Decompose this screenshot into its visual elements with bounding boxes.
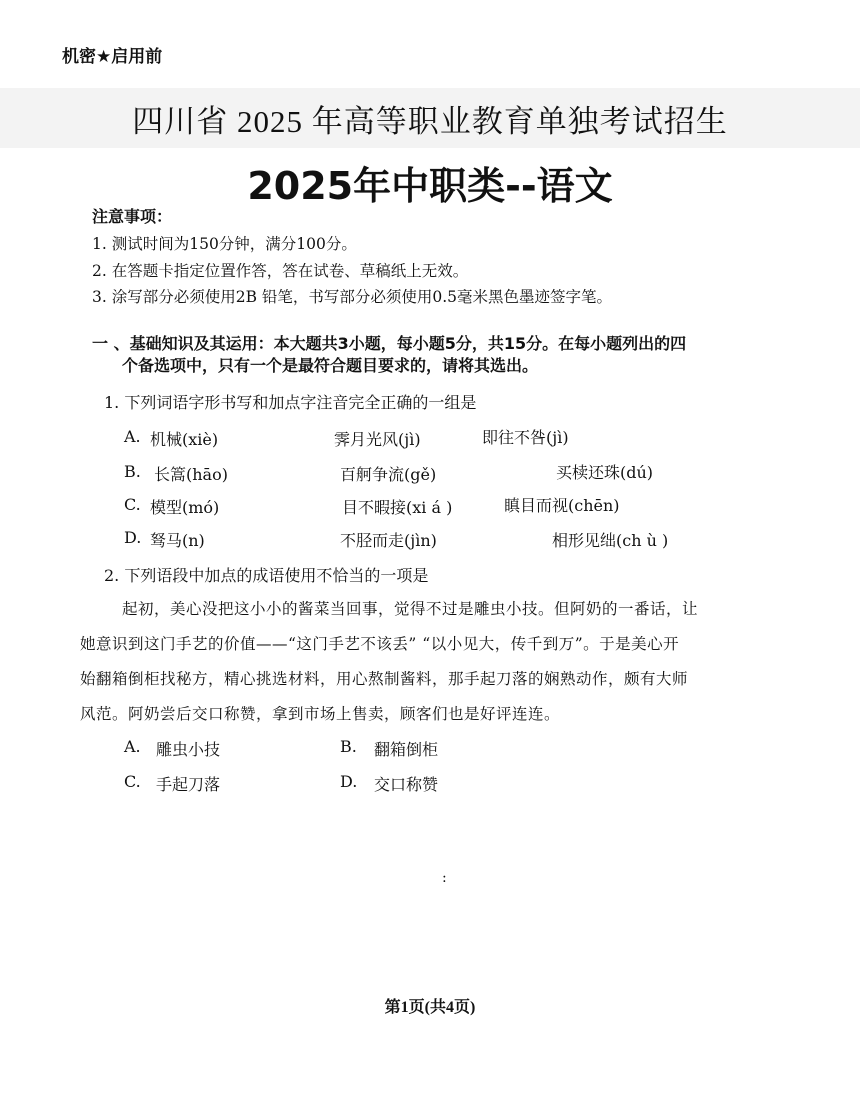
passage-line: 始翻箱倒柜找秘方，精心挑选材料，用心熬制酱料，那手起刀落的娴熟动作，颇有大师 — [80, 670, 689, 688]
section-heading: 一 、基础知识及其运用：本大题共3小题，每小题5分，共15分。在每小题列出的四 — [92, 334, 687, 353]
q1-option-b-word3: 买椟还珠(dú) — [556, 463, 654, 482]
stray-mark: : — [442, 870, 447, 886]
q1-option-c-word2: 目不暇接(xi á ) — [342, 498, 453, 517]
notice-heading: 注意事项： — [92, 207, 173, 226]
q1-option-a-word3: 即往不咎(jì) — [482, 428, 569, 447]
q1-option-a-label: A. — [124, 427, 141, 446]
q1-option-d-label: D. — [124, 528, 142, 547]
q2-option-d-text: 交口称赞 — [374, 775, 439, 794]
q1-option-c-word1: 模型(mó) — [150, 498, 220, 517]
q1-option-c-label: C. — [124, 495, 141, 514]
notice-item: 3. 涂写部分必须使用2B 铅笔，书写部分必须使用0.5毫米黑色墨迹签字笔。 — [92, 288, 613, 306]
exam-title: 四川省 2025 年高等职业教育单独考试招生 — [132, 104, 728, 139]
q1-option-d-word2: 不胫而走(jìn) — [340, 531, 437, 550]
notice-item: 1. 测试时间为150分钟，满分100分。 — [92, 235, 357, 253]
passage-line: 起初，美心没把这小小的酱菜当回事，觉得不过是雕虫小技。但阿奶的一番话，让 — [122, 600, 699, 618]
q1-option-d-word3: 相形见绌(ch ù ) — [552, 531, 669, 550]
passage-line: 风范。阿奶尝后交口称赞，拿到市场上售卖，顾客们也是好评连连。 — [80, 705, 561, 723]
q1-option-a-word2: 霁月光风(jì) — [334, 430, 421, 449]
q1-option-c-word3: 瞋目而视(chēn) — [504, 496, 620, 515]
q2-option-c-text: 手起刀落 — [156, 775, 221, 794]
section-heading-cont: 个备选项中，只有一个是最符合题目要求的，请将其选出。 — [122, 356, 539, 375]
q1-option-b-label: B. — [124, 462, 141, 481]
question-2-stem: 2. 下列语段中加点的成语使用不恰当的一项是 — [104, 566, 429, 585]
q2-option-b-label: B. — [340, 737, 357, 756]
question-1-stem: 1. 下列词语字形书写和加点字注音完全正确的一组是 — [104, 393, 477, 412]
q1-option-a-word1: 机械(xiè) — [150, 430, 219, 449]
q2-option-a-label: A. — [124, 737, 141, 756]
q1-option-d-word1: 驽马(n) — [150, 531, 205, 550]
q1-option-b-word1: 长篙(hāo) — [154, 465, 228, 484]
subject-title: 2025年中职类--语文 — [247, 164, 613, 208]
q2-option-c-label: C. — [124, 772, 141, 791]
confidential-label: 机密★启用前 — [62, 47, 163, 67]
page-number: 第1页(共4页) — [384, 999, 476, 1016]
q2-option-d-label: D. — [340, 772, 358, 791]
passage-line: 她意识到这门手艺的价值——“这门手艺不该丢” “以小见大，传千到万”。于是美心开 — [80, 635, 680, 653]
q1-option-b-word2: 百舸争流(gě) — [340, 465, 437, 484]
q2-option-b-text: 翻箱倒柜 — [374, 740, 439, 759]
q2-option-a-text: 雕虫小技 — [156, 740, 221, 759]
notice-item: 2. 在答题卡指定位置作答，答在试卷、草稿纸上无效。 — [92, 262, 469, 280]
